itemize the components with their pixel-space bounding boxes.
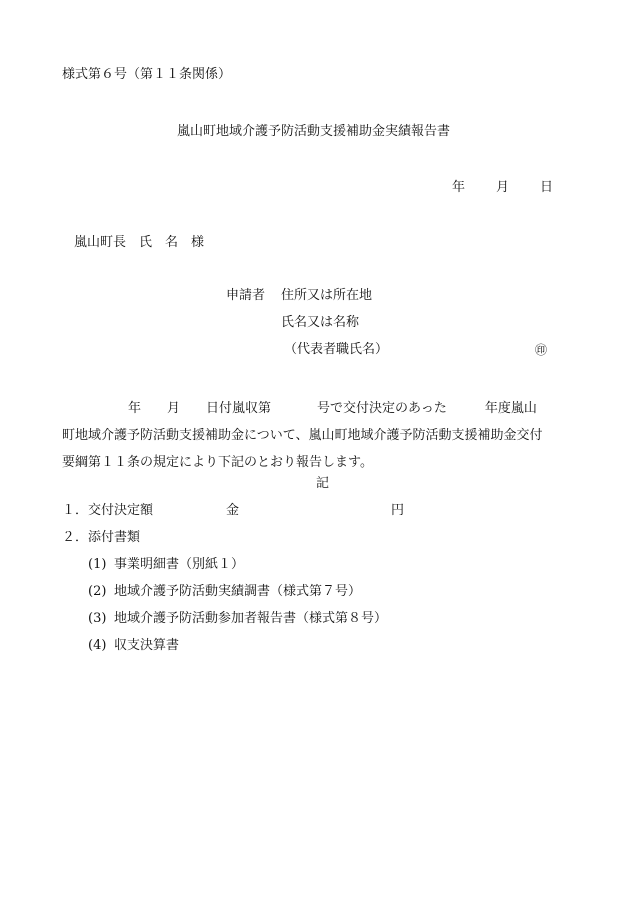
body-day-ref: 日付嵐収第 (206, 401, 272, 416)
name-label: 氏名又は名称 (281, 315, 360, 330)
form-number: 様式第６号（第１１条関係） (62, 67, 232, 82)
attachment-item (88, 638, 179, 654)
addressee: 嵐山町長 氏 名 様 (74, 235, 205, 250)
applicant-label: 申請者 (226, 288, 266, 303)
attachments-label: 添付書類 (88, 530, 141, 545)
item-number: １． (62, 503, 89, 518)
amount-prefix: 金 (226, 503, 240, 518)
item-number: ２． (62, 530, 89, 545)
attachment-number: (4) (88, 638, 107, 653)
attachment-number: (1) (88, 557, 107, 572)
attachment-number: (2) (88, 584, 107, 599)
report-body (62, 395, 582, 476)
body-line-3: 要綱第１１条の規定により下記のとおり報告します。 (62, 455, 373, 470)
date-line (452, 180, 553, 196)
date-day-label: 日 (540, 180, 554, 195)
attachment-label: 地域介護予防活動実績調書（様式第７号） (114, 584, 362, 599)
attachment-item (88, 584, 361, 600)
body-fiscal: 年度嵐山 (484, 401, 537, 416)
attachment-label: 地域介護予防活動参加者報告書（様式第８号） (114, 611, 388, 626)
attachment-item (88, 611, 387, 627)
date-year-label: 年 (452, 180, 466, 195)
body-line-2: 町地域介護予防活動支援補助金について、嵐山町地域介護予防活動支援補助金交付 (62, 428, 543, 443)
grant-amount-label: 交付決定額 (88, 503, 154, 518)
attachment-label: 事業明細書（別紙１） (114, 557, 245, 572)
document-title: 嵐山町地域介護予防活動支援補助金実績報告書 (177, 124, 451, 139)
body-decision: 号で交付決定のあった (317, 401, 447, 416)
body-line-1 (62, 395, 582, 422)
date-month-label: 月 (496, 180, 510, 195)
attachment-item (88, 557, 244, 573)
body-month: 月 (167, 401, 181, 416)
address-label: 住所又は所在地 (281, 288, 373, 303)
attachment-label: 収支決算書 (114, 638, 180, 653)
attachment-number: (3) (88, 611, 107, 626)
amount-unit: 円 (391, 503, 405, 518)
body-year: 年 (128, 401, 142, 416)
representative-label: （代表者職氏名） (284, 342, 389, 357)
note-heading: 記 (316, 476, 330, 491)
seal-mark: ㊞ (535, 343, 548, 357)
